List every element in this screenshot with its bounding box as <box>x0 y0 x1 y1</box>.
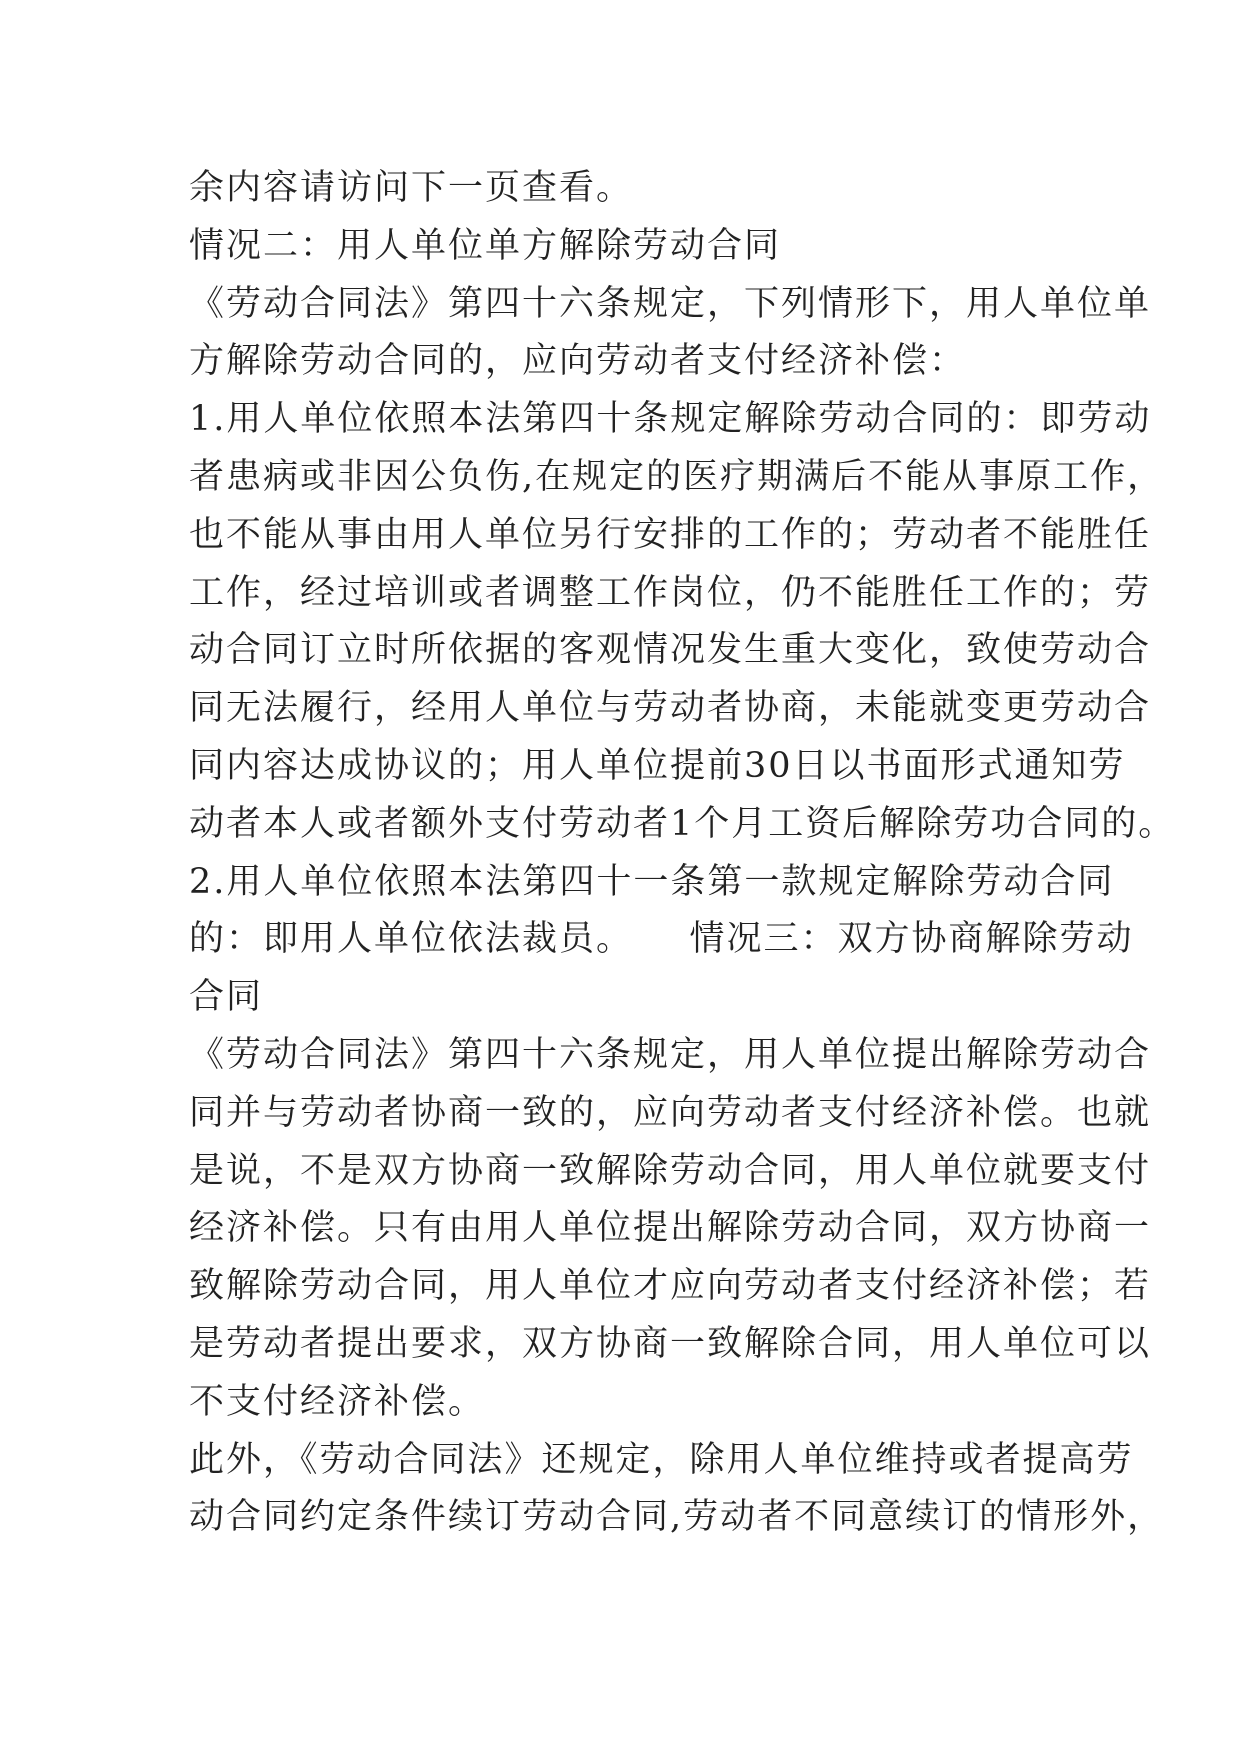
text-line: 同并与劳动者协商一致的，应向劳动者支付经济补偿。也就 <box>189 1092 1152 1133</box>
text-line: 是说，不是双方协商一致解除劳动合同，用人单位就要支付 <box>189 1150 1152 1191</box>
text-line: 动合同约定条件续订劳动合同,劳动者不同意续订的情形外， <box>189 1497 1165 1538</box>
document-body <box>189 160 1176 1547</box>
text-line: 工作，经过培训或者调整工作岗位，仍不能胜任工作的；劳 <box>189 572 1152 613</box>
text-line: 余内容请访问下一页查看。 <box>189 168 634 208</box>
text-line: 同无法履行，经用人单位与劳动者协商，未能就变更劳动合 <box>189 688 1152 729</box>
text-line: 《劳动合同法》第四十六条规定，用人单位提出解除劳动合 <box>189 1034 1152 1075</box>
text-line: 不支付经济补偿。 <box>189 1381 486 1422</box>
text-line: 动者本人或者额外支付劳动者1个月工资后解除劳功合同的。 <box>189 803 1176 844</box>
text-line: 方解除劳动合同的，应向劳动者支付经济补偿： <box>189 341 967 382</box>
text-line: 此外，《劳动合同法》还规定，除用人单位维持或者提高劳 <box>189 1439 1134 1480</box>
text-line: 是劳动者提出要求，双方协商一致解除合同，用人单位可以 <box>189 1323 1152 1364</box>
text-line: 的：即用人单位依法裁员。 情况三：双方协商解除劳动 <box>189 919 1134 960</box>
section-heading: 情况二：用人单位单方解除劳动合同 <box>189 225 782 266</box>
text-line: 2.用人单位依照本法第四十一条第一款规定解除劳动合同 <box>189 861 1115 902</box>
text-line: 者患病或非因公负伤,在规定的医疗期满后不能从事原工作， <box>189 456 1165 497</box>
text-line: 合同 <box>189 977 264 1018</box>
text-line: 动合同订立时所依据的客观情况发生重大变化，致使劳动合 <box>189 630 1152 671</box>
text-line: 同内容达成协议的；用人单位提前30日以书面形式通知劳 <box>189 745 1126 786</box>
text-line: 也不能从事由用人单位另行安排的工作的；劳动者不能胜任 <box>189 514 1152 555</box>
text-line: 致解除劳动合同，用人单位才应向劳动者支付经济补偿；若 <box>189 1266 1152 1307</box>
text-line: 《劳动合同法》第四十六条规定，下列情形下，用人单位单 <box>189 283 1152 324</box>
text-line: 1.用人单位依照本法第四十条规定解除劳动合同的：即劳动 <box>189 399 1152 440</box>
text-line: 经济补偿。只有由用人单位提出解除劳动合同，双方协商一 <box>189 1208 1152 1249</box>
